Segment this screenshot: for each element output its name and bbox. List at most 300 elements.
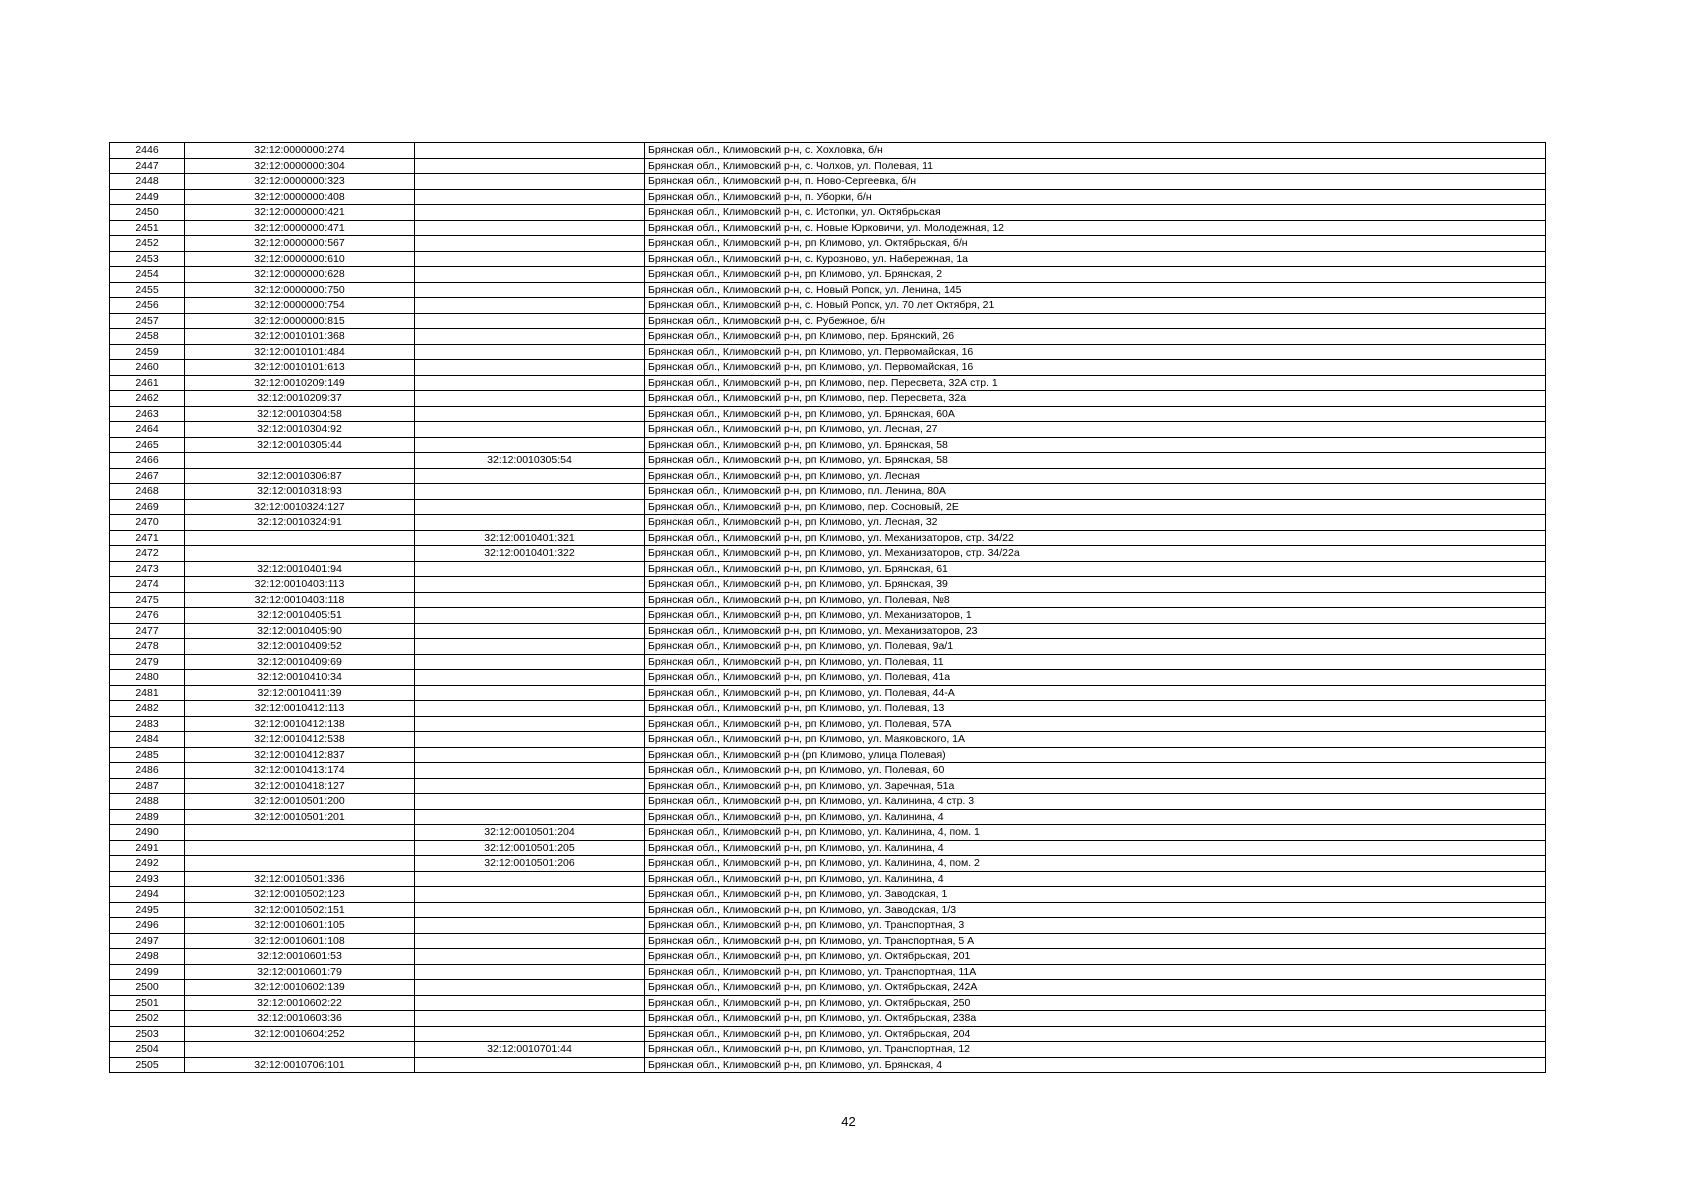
address-cell: Брянская обл., Климовский р-н, рп Климово, ул. Транспортная, 5 А (645, 933, 1546, 949)
cadastral-number-alt-cell (415, 267, 645, 283)
table-row (110, 592, 1546, 608)
cadastral-number-alt-cell: 32:12:0010401:321 (415, 530, 645, 546)
cadastral-number-alt-cell (415, 298, 645, 314)
table-row (110, 825, 1546, 841)
address-cell: Брянская обл., Климовский р-н, рп Климово, ул. Брянская, 2 (645, 267, 1546, 283)
table-row (110, 809, 1546, 825)
cadastral-number-alt-cell (415, 701, 645, 717)
cadastral-number-cell: 32:12:0000000:628 (185, 267, 415, 283)
row-number-cell: 2451 (110, 220, 185, 236)
cadastral-number-alt-cell (415, 484, 645, 500)
table-row (110, 794, 1546, 810)
address-cell: Брянская обл., Климовский р-н, рп Климово, ул. Полевая, 57А (645, 716, 1546, 732)
table-row (110, 887, 1546, 903)
cadastral-number-alt-cell (415, 329, 645, 345)
registry-table (109, 142, 1546, 1073)
cadastral-number-cell: 32:12:0010604:252 (185, 1026, 415, 1042)
cadastral-number-alt-cell (415, 515, 645, 531)
cadastral-number-alt-cell (415, 623, 645, 639)
address-cell: Брянская обл., Климовский р-н, рп Климово, ул. Механизаторов, 1 (645, 608, 1546, 624)
table-row (110, 313, 1546, 329)
cadastral-number-cell: 32:12:0010412:138 (185, 716, 415, 732)
row-number-cell: 2446 (110, 143, 185, 159)
cadastral-number-alt-cell (415, 747, 645, 763)
cadastral-number-alt-cell (415, 391, 645, 407)
table-row (110, 561, 1546, 577)
cadastral-number-alt-cell (415, 685, 645, 701)
address-cell: Брянская обл., Климовский р-н, с. Истопки, ул. Октябрьская (645, 205, 1546, 221)
table-row (110, 608, 1546, 624)
cadastral-number-alt-cell (415, 577, 645, 593)
cadastral-number-alt-cell (415, 1011, 645, 1027)
table-row (110, 437, 1546, 453)
address-cell: Брянская обл., Климовский р-н, рп Климово, ул. Механизаторов, стр. 34/22а (645, 546, 1546, 562)
table-row (110, 1042, 1546, 1058)
cadastral-number-cell: 32:12:0010403:118 (185, 592, 415, 608)
table-row (110, 220, 1546, 236)
cadastral-number-cell: 32:12:0010410:34 (185, 670, 415, 686)
row-number-cell: 2468 (110, 484, 185, 500)
row-number-cell: 2452 (110, 236, 185, 252)
cadastral-number-cell: 32:12:0010318:93 (185, 484, 415, 500)
cadastral-number-cell: 32:12:0010101:368 (185, 329, 415, 345)
cadastral-number-alt-cell: 32:12:0010501:204 (415, 825, 645, 841)
row-number-cell: 2473 (110, 561, 185, 577)
address-cell: Брянская обл., Климовский р-н, рп Климово, ул. Калинина, 4 (645, 809, 1546, 825)
row-number-cell: 2484 (110, 732, 185, 748)
cadastral-number-alt-cell (415, 406, 645, 422)
cadastral-number-alt-cell (415, 949, 645, 965)
table-row (110, 205, 1546, 221)
cadastral-number-cell: 32:12:0010324:91 (185, 515, 415, 531)
cadastral-number-alt-cell (415, 654, 645, 670)
row-number-cell: 2449 (110, 189, 185, 205)
table-row (110, 871, 1546, 887)
address-cell: Брянская обл., Климовский р-н, рп Климово, ул. Заводская, 1 (645, 887, 1546, 903)
table-row (110, 701, 1546, 717)
row-number-cell: 2493 (110, 871, 185, 887)
table-row (110, 499, 1546, 515)
table-row (110, 856, 1546, 872)
cadastral-number-cell: 32:12:0010502:123 (185, 887, 415, 903)
cadastral-number-cell: 32:12:0010305:44 (185, 437, 415, 453)
row-number-cell: 2474 (110, 577, 185, 593)
cadastral-number-alt-cell (415, 809, 645, 825)
cadastral-number-cell: 32:12:0010324:127 (185, 499, 415, 515)
address-cell: Брянская обл., Климовский р-н, рп Климово, ул. Октябрьская, 204 (645, 1026, 1546, 1042)
cadastral-number-alt-cell (415, 422, 645, 438)
table-row (110, 639, 1546, 655)
cadastral-number-alt-cell (415, 980, 645, 996)
row-number-cell: 2459 (110, 344, 185, 360)
cadastral-number-alt-cell: 32:12:0010305:54 (415, 453, 645, 469)
cadastral-number-alt-cell (415, 1026, 645, 1042)
table-row (110, 282, 1546, 298)
row-number-cell: 2505 (110, 1057, 185, 1073)
row-number-cell: 2460 (110, 360, 185, 376)
cadastral-number-cell: 32:12:0010304:92 (185, 422, 415, 438)
row-number-cell: 2475 (110, 592, 185, 608)
address-cell: Брянская обл., Климовский р-н, рп Климово, ул. Лесная, 27 (645, 422, 1546, 438)
address-cell: Брянская обл., Климовский р-н, рп Климово, ул. Лесная, 32 (645, 515, 1546, 531)
row-number-cell: 2487 (110, 778, 185, 794)
cadastral-number-cell: 32:12:0000000:471 (185, 220, 415, 236)
table-row (110, 778, 1546, 794)
address-cell: Брянская обл., Климовский р-н, рп Климово, ул. Брянская, 39 (645, 577, 1546, 593)
address-cell: Брянская обл., Климовский р-н, рп Климово, ул. Брянская, 61 (645, 561, 1546, 577)
table-row (110, 360, 1546, 376)
cadastral-number-alt-cell (415, 344, 645, 360)
row-number-cell: 2469 (110, 499, 185, 515)
cadastral-number-cell: 32:12:0010602:22 (185, 995, 415, 1011)
address-cell: Брянская обл., Климовский р-н, рп Климово, пл. Ленина, 80А (645, 484, 1546, 500)
cadastral-number-cell (185, 1042, 415, 1058)
address-cell: Брянская обл., Климовский р-н, рп Климово, пер. Сосновый, 2Е (645, 499, 1546, 515)
cadastral-number-alt-cell (415, 189, 645, 205)
cadastral-number-alt-cell (415, 716, 645, 732)
address-cell: Брянская обл., Климовский р-н, рп Климово, ул. Брянская, 60А (645, 406, 1546, 422)
row-number-cell: 2500 (110, 980, 185, 996)
row-number-cell: 2467 (110, 468, 185, 484)
cadastral-number-alt-cell (415, 499, 645, 515)
row-number-cell: 2486 (110, 763, 185, 779)
address-cell: Брянская обл., Климовский р-н, рп Климово, ул. Заводская, 1/3 (645, 902, 1546, 918)
address-cell: Брянская обл., Климовский р-н, п. Уборки, б/н (645, 189, 1546, 205)
row-number-cell: 2476 (110, 608, 185, 624)
row-number-cell: 2503 (110, 1026, 185, 1042)
cadastral-number-alt-cell (415, 174, 645, 190)
table-row (110, 840, 1546, 856)
cadastral-number-cell: 32:12:0010101:484 (185, 344, 415, 360)
address-cell: Брянская обл., Климовский р-н, рп Климово, ул. Октябрьская, 238а (645, 1011, 1546, 1027)
address-cell: Брянская обл., Климовский р-н, рп Климово, ул. Октябрьская, б/н (645, 236, 1546, 252)
address-cell: Брянская обл., Климовский р-н, рп Климово, ул. Полевая, 44-А (645, 685, 1546, 701)
cadastral-number-alt-cell (415, 282, 645, 298)
row-number-cell: 2497 (110, 933, 185, 949)
table-row (110, 515, 1546, 531)
row-number-cell: 2499 (110, 964, 185, 980)
cadastral-number-alt-cell: 32:12:0010501:206 (415, 856, 645, 872)
address-cell: Брянская обл., Климовский р-н, рп Климово, ул. Транспортная, 12 (645, 1042, 1546, 1058)
row-number-cell: 2489 (110, 809, 185, 825)
row-number-cell: 2495 (110, 902, 185, 918)
table-row (110, 298, 1546, 314)
table-row (110, 949, 1546, 965)
row-number-cell: 2471 (110, 530, 185, 546)
table-row (110, 763, 1546, 779)
cadastral-number-cell (185, 453, 415, 469)
cadastral-number-alt-cell (415, 778, 645, 794)
table-row (110, 980, 1546, 996)
row-number-cell: 2478 (110, 639, 185, 655)
cadastral-number-cell: 32:12:0010304:58 (185, 406, 415, 422)
address-cell: Брянская обл., Климовский р-н, рп Климово, ул. Полевая, 60 (645, 763, 1546, 779)
row-number-cell: 2461 (110, 375, 185, 391)
row-number-cell: 2466 (110, 453, 185, 469)
cadastral-number-cell: 32:12:0010601:79 (185, 964, 415, 980)
cadastral-number-alt-cell (415, 639, 645, 655)
row-number-cell: 2453 (110, 251, 185, 267)
address-cell: Брянская обл., Климовский р-н, п. Ново-Сергеевка, б/н (645, 174, 1546, 190)
address-cell: Брянская обл., Климовский р-н, рп Климово, ул. Калинина, 4, пом. 2 (645, 856, 1546, 872)
row-number-cell: 2472 (110, 546, 185, 562)
cadastral-number-cell: 32:12:0000000:323 (185, 174, 415, 190)
cadastral-number-alt-cell (415, 313, 645, 329)
page-number: 42 (841, 1114, 856, 1129)
cadastral-number-cell: 32:12:0000000:815 (185, 313, 415, 329)
cadastral-number-cell: 32:12:0000000:610 (185, 251, 415, 267)
address-cell: Брянская обл., Климовский р-н, с. Рубежное, б/н (645, 313, 1546, 329)
cadastral-number-cell: 32:12:0010413:174 (185, 763, 415, 779)
table-row (110, 484, 1546, 500)
row-number-cell: 2482 (110, 701, 185, 717)
row-number-cell: 2483 (110, 716, 185, 732)
row-number-cell: 2456 (110, 298, 185, 314)
row-number-cell: 2504 (110, 1042, 185, 1058)
cadastral-number-alt-cell (415, 205, 645, 221)
cadastral-number-alt-cell (415, 236, 645, 252)
address-cell: Брянская обл., Климовский р-н, рп Климово, пер. Пересвета, 32а (645, 391, 1546, 407)
cadastral-number-cell: 32:12:0000000:421 (185, 205, 415, 221)
cadastral-number-alt-cell (415, 220, 645, 236)
cadastral-number-cell: 32:12:0010502:151 (185, 902, 415, 918)
address-cell: Брянская обл., Климовский р-н, с. Курозново, ул. Набережная, 1а (645, 251, 1546, 267)
row-number-cell: 2465 (110, 437, 185, 453)
cadastral-number-cell: 32:12:0010411:39 (185, 685, 415, 701)
cadastral-number-alt-cell (415, 251, 645, 267)
table-row (110, 267, 1546, 283)
row-number-cell: 2480 (110, 670, 185, 686)
cadastral-number-cell: 32:12:0010403:113 (185, 577, 415, 593)
row-number-cell: 2481 (110, 685, 185, 701)
table-row (110, 143, 1546, 159)
cadastral-number-alt-cell (415, 763, 645, 779)
table-row (110, 406, 1546, 422)
cadastral-number-alt-cell: 32:12:0010401:322 (415, 546, 645, 562)
cadastral-number-cell: 32:12:0010209:149 (185, 375, 415, 391)
row-number-cell: 2458 (110, 329, 185, 345)
row-number-cell: 2496 (110, 918, 185, 934)
row-number-cell: 2491 (110, 840, 185, 856)
table-row (110, 670, 1546, 686)
address-cell: Брянская обл., Климовский р-н, с. Чолхов, ул. Полевая, 11 (645, 158, 1546, 174)
address-cell: Брянская обл., Климовский р-н, рп Климово, ул. Первомайская, 16 (645, 344, 1546, 360)
cadastral-number-alt-cell (415, 1057, 645, 1073)
cadastral-number-cell: 32:12:0010412:837 (185, 747, 415, 763)
row-number-cell: 2450 (110, 205, 185, 221)
address-cell: Брянская обл., Климовский р-н, рп Климово, ул. Механизаторов, 23 (645, 623, 1546, 639)
table-row (110, 468, 1546, 484)
address-cell: Брянская обл., Климовский р-н, рп Климово, ул. Брянская, 58 (645, 453, 1546, 469)
table-row (110, 453, 1546, 469)
table-row (110, 329, 1546, 345)
cadastral-number-cell (185, 856, 415, 872)
cadastral-number-cell (185, 840, 415, 856)
table-row (110, 391, 1546, 407)
cadastral-number-alt-cell (415, 468, 645, 484)
table-row (110, 902, 1546, 918)
address-cell: Брянская обл., Климовский р-н, рп Климово, ул. Лесная (645, 468, 1546, 484)
row-number-cell: 2477 (110, 623, 185, 639)
address-cell: Брянская обл., Климовский р-н, рп Климово, ул. Октябрьская, 250 (645, 995, 1546, 1011)
cadastral-number-cell: 32:12:0000000:567 (185, 236, 415, 252)
cadastral-number-alt-cell: 32:12:0010501:205 (415, 840, 645, 856)
cadastral-number-alt-cell (415, 933, 645, 949)
table-row (110, 546, 1546, 562)
row-number-cell: 2457 (110, 313, 185, 329)
row-number-cell: 2447 (110, 158, 185, 174)
table-row (110, 236, 1546, 252)
cadastral-number-cell (185, 546, 415, 562)
cadastral-number-alt-cell (415, 437, 645, 453)
cadastral-number-cell (185, 530, 415, 546)
table-row (110, 918, 1546, 934)
table-row (110, 375, 1546, 391)
row-number-cell: 2464 (110, 422, 185, 438)
row-number-cell: 2488 (110, 794, 185, 810)
cadastral-number-cell: 32:12:0010501:201 (185, 809, 415, 825)
cadastral-number-alt-cell: 32:12:0010701:44 (415, 1042, 645, 1058)
address-cell: Брянская обл., Климовский р-н, рп Климово, ул. Механизаторов, стр. 34/22 (645, 530, 1546, 546)
cadastral-number-cell: 32:12:0010602:139 (185, 980, 415, 996)
cadastral-number-cell: 32:12:0010401:94 (185, 561, 415, 577)
address-cell: Брянская обл., Климовский р-н, рп Климово, пер. Брянский, 26 (645, 329, 1546, 345)
cadastral-number-alt-cell (415, 592, 645, 608)
address-cell: Брянская обл., Климовский р-н, с. Новые Юрковичи, ул. Молодежная, 12 (645, 220, 1546, 236)
cadastral-number-cell: 32:12:0010418:127 (185, 778, 415, 794)
cadastral-number-cell: 32:12:0010306:87 (185, 468, 415, 484)
table-row (110, 422, 1546, 438)
cadastral-number-alt-cell (415, 902, 645, 918)
address-cell: Брянская обл., Климовский р-н, рп Климово, ул. Первомайская, 16 (645, 360, 1546, 376)
cadastral-number-alt-cell (415, 732, 645, 748)
address-cell: Брянская обл., Климовский р-н, рп Климово, ул. Транспортная, 11А (645, 964, 1546, 980)
cadastral-number-alt-cell (415, 561, 645, 577)
row-number-cell: 2501 (110, 995, 185, 1011)
cadastral-number-alt-cell (415, 670, 645, 686)
cadastral-number-cell: 32:12:0000000:750 (185, 282, 415, 298)
address-cell: Брянская обл., Климовский р-н, рп Климово, ул. Транспортная, 3 (645, 918, 1546, 934)
address-cell: Брянская обл., Климовский р-н, рп Климово, ул. Полевая, №8 (645, 592, 1546, 608)
cadastral-number-cell (185, 825, 415, 841)
table-row (110, 1026, 1546, 1042)
cadastral-number-alt-cell (415, 964, 645, 980)
address-cell: Брянская обл., Климовский р-н, рп Климово, ул. Полевая, 41а (645, 670, 1546, 686)
row-number-cell: 2479 (110, 654, 185, 670)
cadastral-number-cell: 32:12:0010501:336 (185, 871, 415, 887)
table-row (110, 174, 1546, 190)
address-cell: Брянская обл., Климовский р-н, рп Климово, ул. Брянская, 58 (645, 437, 1546, 453)
cadastral-number-cell: 32:12:0010706:101 (185, 1057, 415, 1073)
cadastral-number-cell: 32:12:0010209:37 (185, 391, 415, 407)
cadastral-number-alt-cell (415, 887, 645, 903)
cadastral-number-alt-cell (415, 143, 645, 159)
address-cell: Брянская обл., Климовский р-н, рп Климово, пер. Пересвета, 32А стр. 1 (645, 375, 1546, 391)
table-row (110, 1057, 1546, 1073)
table-row (110, 716, 1546, 732)
cadastral-number-cell: 32:12:0010501:200 (185, 794, 415, 810)
table-row (110, 530, 1546, 546)
cadastral-number-alt-cell (415, 360, 645, 376)
cadastral-number-cell: 32:12:0010101:613 (185, 360, 415, 376)
table-row (110, 577, 1546, 593)
row-number-cell: 2498 (110, 949, 185, 965)
registry-table-body (110, 143, 1546, 1073)
address-cell: Брянская обл., Климовский р-н, с. Новый Ропск, ул. 70 лет Октября, 21 (645, 298, 1546, 314)
cadastral-number-alt-cell (415, 918, 645, 934)
address-cell: Брянская обл., Климовский р-н, рп Климово, ул. Калинина, 4 (645, 840, 1546, 856)
table-row (110, 654, 1546, 670)
cadastral-number-cell: 32:12:0010405:51 (185, 608, 415, 624)
table-row (110, 964, 1546, 980)
table-row (110, 251, 1546, 267)
address-cell: Брянская обл., Климовский р-н, рп Климово, ул. Октябрьская, 242А (645, 980, 1546, 996)
row-number-cell: 2462 (110, 391, 185, 407)
row-number-cell: 2490 (110, 825, 185, 841)
address-cell: Брянская обл., Климовский р-н, рп Климово, ул. Калинина, 4 (645, 871, 1546, 887)
address-cell: Брянская обл., Климовский р-н, рп Климово, ул. Маяковского, 1А (645, 732, 1546, 748)
address-cell: Брянская обл., Климовский р-н, с. Хохловка, б/н (645, 143, 1546, 159)
row-number-cell: 2492 (110, 856, 185, 872)
address-cell: Брянская обл., Климовский р-н, рп Климово, ул. Полевая, 11 (645, 654, 1546, 670)
address-cell: Брянская обл., Климовский р-н, рп Климово, ул. Заречная, 51а (645, 778, 1546, 794)
address-cell: Брянская обл., Климовский р-н, рп Климово, ул. Калинина, 4 стр. 3 (645, 794, 1546, 810)
cadastral-number-cell: 32:12:0010601:105 (185, 918, 415, 934)
cadastral-number-cell: 32:12:0000000:408 (185, 189, 415, 205)
cadastral-number-cell: 32:12:0010412:538 (185, 732, 415, 748)
table-row (110, 189, 1546, 205)
address-cell: Брянская обл., Климовский р-н, рп Климово, ул. Полевая, 13 (645, 701, 1546, 717)
cadastral-number-cell: 32:12:0010409:52 (185, 639, 415, 655)
address-cell: Брянская обл., Климовский р-н, рп Климово, ул. Калинина, 4, пом. 1 (645, 825, 1546, 841)
row-number-cell: 2502 (110, 1011, 185, 1027)
row-number-cell: 2485 (110, 747, 185, 763)
table-row (110, 747, 1546, 763)
cadastral-number-alt-cell (415, 871, 645, 887)
table-row (110, 623, 1546, 639)
cadastral-number-cell: 32:12:0010603:36 (185, 1011, 415, 1027)
address-cell: Брянская обл., Климовский р-н, с. Новый Ропск, ул. Ленина, 145 (645, 282, 1546, 298)
cadastral-number-alt-cell (415, 794, 645, 810)
cadastral-number-alt-cell (415, 375, 645, 391)
cadastral-number-cell: 32:12:0010601:53 (185, 949, 415, 965)
cadastral-number-cell: 32:12:0000000:304 (185, 158, 415, 174)
cadastral-number-cell: 32:12:0010601:108 (185, 933, 415, 949)
table-row (110, 158, 1546, 174)
table-row (110, 995, 1546, 1011)
cadastral-number-alt-cell (415, 608, 645, 624)
row-number-cell: 2448 (110, 174, 185, 190)
row-number-cell: 2455 (110, 282, 185, 298)
address-cell: Брянская обл., Климовский р-н, рп Климово, ул. Полевая, 9а/1 (645, 639, 1546, 655)
table-row (110, 1011, 1546, 1027)
row-number-cell: 2463 (110, 406, 185, 422)
cadastral-number-cell: 32:12:0000000:754 (185, 298, 415, 314)
row-number-cell: 2454 (110, 267, 185, 283)
address-cell: Брянская обл., Климовский р-н, рп Климово, ул. Октябрьская, 201 (645, 949, 1546, 965)
table-row (110, 685, 1546, 701)
cadastral-number-cell: 32:12:0010405:90 (185, 623, 415, 639)
cadastral-number-alt-cell (415, 158, 645, 174)
cadastral-number-cell: 32:12:0000000:274 (185, 143, 415, 159)
row-number-cell: 2470 (110, 515, 185, 531)
cadastral-number-cell: 32:12:0010409:69 (185, 654, 415, 670)
address-cell: Брянская обл., Климовский р-н (рп Климово, улица Полевая) (645, 747, 1546, 763)
row-number-cell: 2494 (110, 887, 185, 903)
address-cell: Брянская обл., Климовский р-н, рп Климово, ул. Брянская, 4 (645, 1057, 1546, 1073)
table-row (110, 344, 1546, 360)
cadastral-number-cell: 32:12:0010412:113 (185, 701, 415, 717)
